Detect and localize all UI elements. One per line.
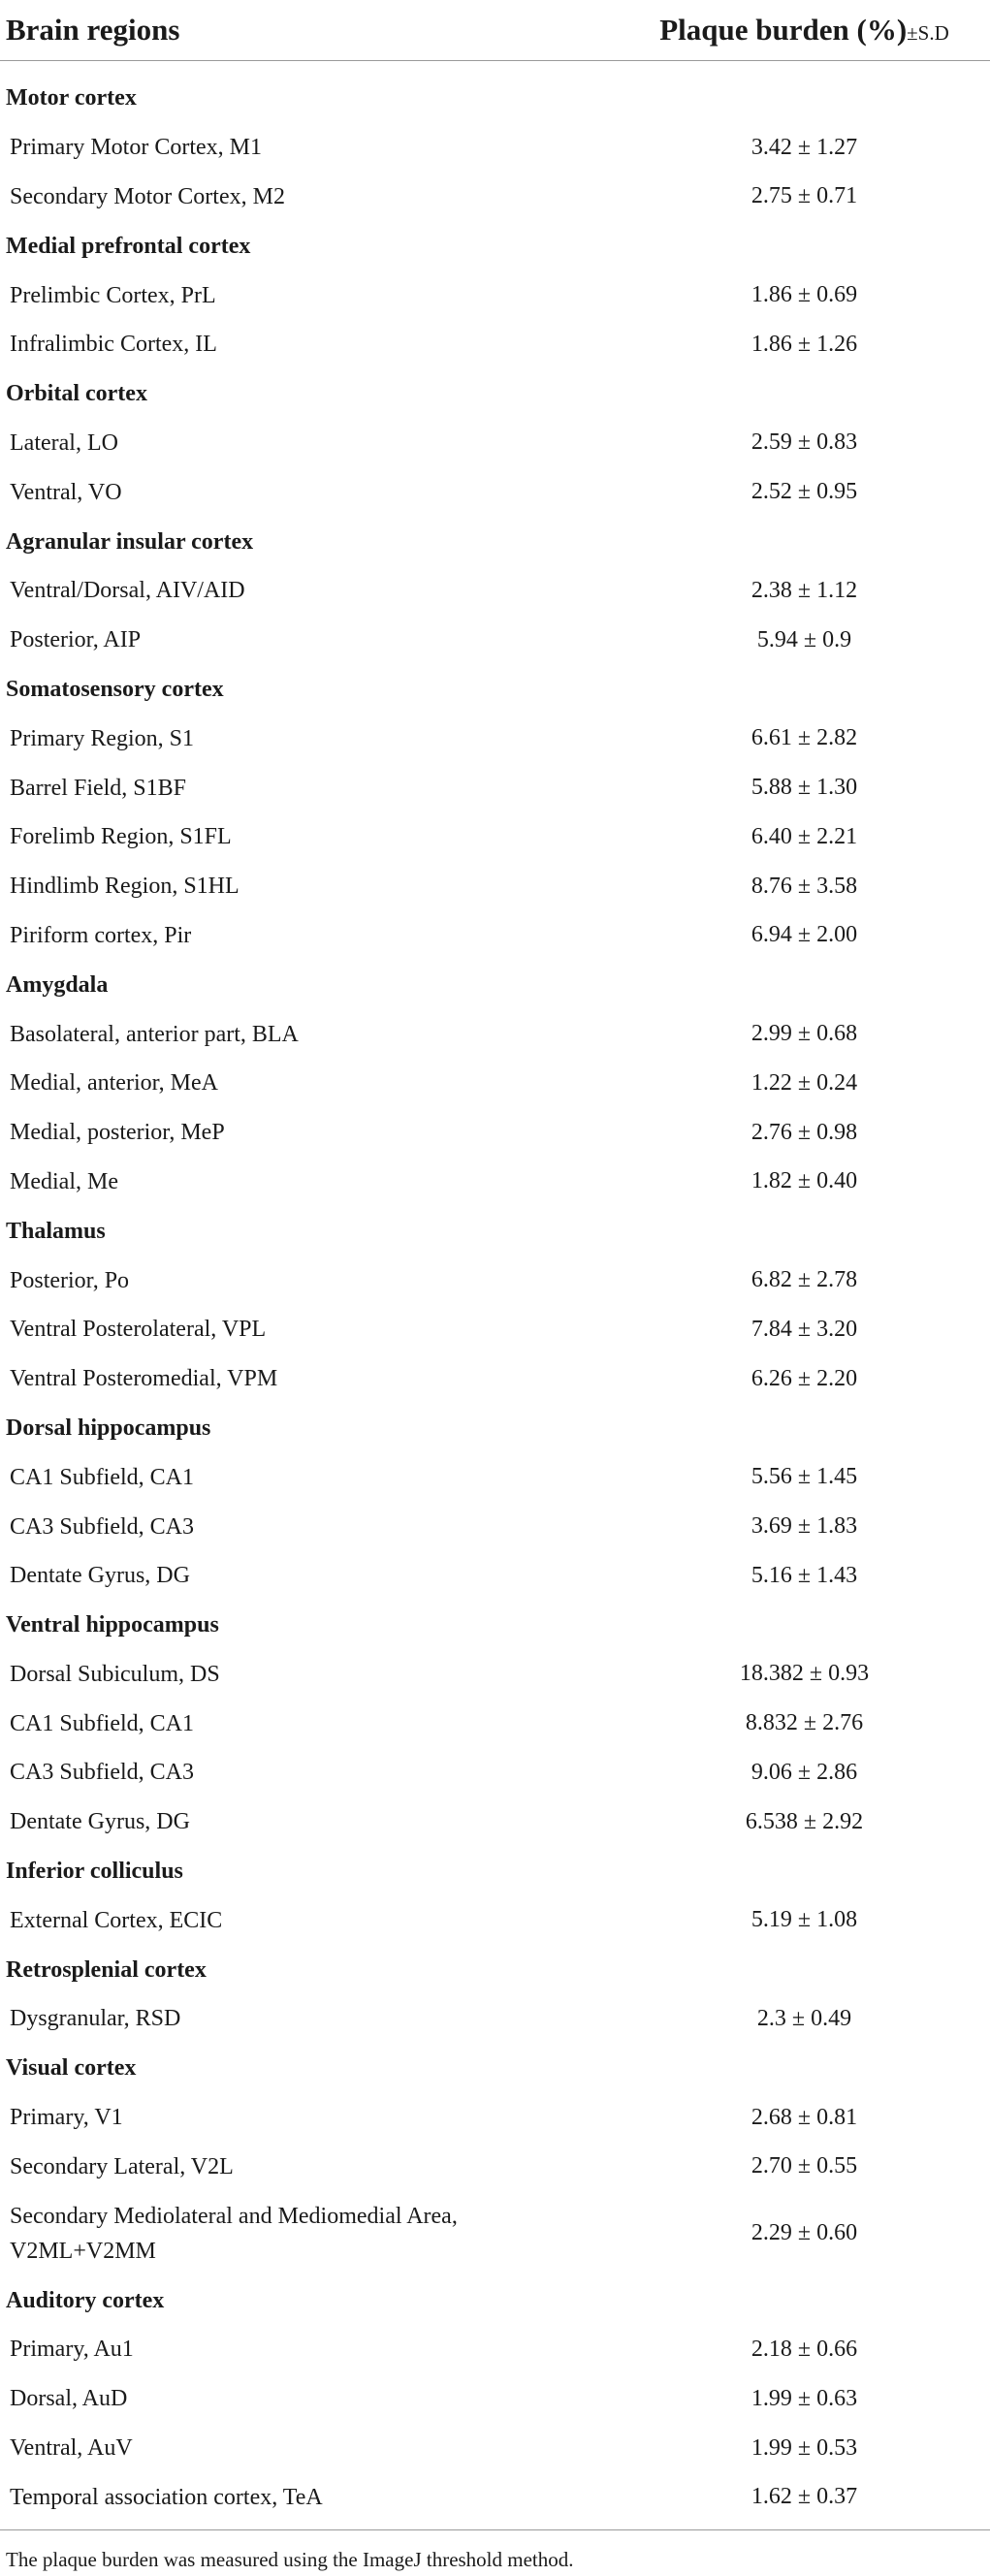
group-label: Orbital cortex [6,381,147,407]
group-header-row [0,1847,990,1896]
table-row [0,2472,990,2522]
plaque-burden-value: 6.26 ± 2.20 [750,1365,858,1391]
group-label: Inferior colliculus [6,1859,183,1885]
region-label: Dorsal Subiculum, DS [10,1661,220,1687]
region-label: Prelimbic Cortex, PrL [10,282,216,308]
plaque-burden-value: 1.99 ± 0.63 [750,2385,858,2411]
table-row [0,1158,990,1207]
group-header-row [0,960,990,1009]
group-label: Somatosensory cortex [6,676,224,702]
region-label: Forelimb Region, S1FL [10,824,232,850]
table-row [0,911,990,961]
table-row [0,1009,990,1059]
plaque-burden-value: 5.19 ± 1.08 [750,1907,858,1933]
group-header-row [0,369,990,419]
table-row [0,1895,990,1945]
header-plaque-burden [619,13,990,48]
table-row [0,320,990,369]
table-row [0,1748,990,1797]
region-label: Medial, Me [10,1168,118,1194]
plaque-burden-value: 9.06 ± 2.86 [750,1759,858,1785]
plaque-burden-value: 2.38 ± 1.12 [750,577,858,603]
region-label: Temporal association cortex, TeA [10,2484,323,2510]
region-label: Secondary Lateral, V2L [10,2153,234,2179]
plaque-burden-value: 5.56 ± 1.45 [750,1464,858,1490]
plaque-burden-value: 1.22 ± 0.24 [750,1069,858,1096]
region-label: Hindlimb Region, S1HL [10,874,240,900]
plaque-burden-value: 2.76 ± 0.98 [750,1119,858,1145]
group-header-row [0,1206,990,1256]
group-label: Thalamus [6,1218,106,1244]
table-row [0,2142,990,2191]
table-row [0,1502,990,1551]
region-label: Barrel Field, S1BF [10,775,187,801]
header-sd-suffix: ±S.D [907,21,949,45]
group-label: Auditory cortex [6,2287,165,2313]
plaque-burden-value: 2.59 ± 0.83 [750,429,858,456]
region-label: Primary Region, S1 [10,725,194,751]
plaque-burden-value: 6.40 ± 2.21 [750,823,858,849]
region-label: Primary, Au1 [10,2337,134,2363]
plaque-burden-value: 5.16 ± 1.43 [750,1562,858,1588]
table-row [0,566,990,616]
plaque-burden-value: 2.29 ± 0.60 [750,2220,858,2246]
table-row [0,1354,990,1404]
table-row [0,2374,990,2424]
region-label: Secondary Motor Cortex, M2 [10,183,285,209]
table-row [0,763,990,812]
region-label: Dentate Gyrus, DG [10,1563,190,1589]
table-row [0,812,990,862]
group-label: Motor cortex [6,85,137,111]
region-label: Medial, anterior, MeA [10,1070,218,1097]
plaque-burden-value: 7.84 ± 3.20 [750,1316,858,1342]
plaque-burden-value: 2.18 ± 0.66 [750,2336,858,2362]
table-row [0,616,990,665]
table-footnote: The plaque burden was measured using the ImageJ threshold method. [6,2548,574,2572]
table-row [0,123,990,173]
plaque-burden-value: 2.99 ± 0.68 [750,1021,858,1047]
region-label: CA3 Subfield, CA3 [10,1513,195,1540]
header-brain-regions: Brain regions [6,13,180,47]
group-header-row [0,2044,990,2093]
region-label: CA3 Subfield, CA3 [10,1760,195,1786]
plaque-burden-value: 1.86 ± 1.26 [750,331,858,357]
table-row [0,467,990,517]
region-label: Ventral, AuV [10,2435,133,2462]
table-row [0,2424,990,2473]
plaque-burden-value: 1.86 ± 0.69 [750,282,858,308]
plaque-burden-value: 3.69 ± 1.83 [750,1513,858,1539]
table-row [0,714,990,763]
region-label: Medial, posterior, MeP [10,1120,225,1146]
group-label: Medial prefrontal cortex [6,233,251,259]
group-header-row [0,1601,990,1650]
table-body [0,61,990,2522]
region-label: Posterior, Po [10,1267,130,1293]
table-row [0,1699,990,1748]
region-label: Dysgranular, RSD [10,2006,181,2032]
group-header-row [0,2275,990,2325]
region-label: Ventral, VO [10,479,122,505]
plaque-burden-value: 2.68 ± 0.81 [750,2104,858,2130]
region-label: Primary, V1 [10,2105,123,2131]
table-row [0,1994,990,2044]
region-label: Primary Motor Cortex, M1 [10,135,262,161]
group-header-row [0,74,990,123]
plaque-burden-value: 6.538 ± 2.92 [745,1808,864,1834]
table-row [0,862,990,911]
table-row [0,1452,990,1502]
region-label: External Cortex, ECIC [10,1907,223,1933]
group-header-row [0,517,990,566]
plaque-burden-value: 18.382 ± 0.93 [739,1661,870,1687]
group-label: Agranular insular cortex [6,528,254,555]
group-header-row [0,665,990,715]
group-label: Visual cortex [6,2055,137,2082]
table-row [0,1256,990,1305]
group-header-row [0,1404,990,1453]
group-label: Retrosplenial cortex [6,1956,207,1983]
region-label: Dentate Gyrus, DG [10,1809,190,1835]
region-label: Basolateral, anterior part, BLA [10,1021,299,1047]
table-header [0,0,990,61]
group-label: Amygdala [6,971,109,998]
table-row [0,2093,990,2143]
table-row [0,1650,990,1700]
region-label: Dorsal, AuD [10,2386,128,2412]
region-label: Secondary Mediolateral and Mediomedial Area, V2ML+V2MM [10,2203,458,2264]
plaque-burden-value: 5.88 ± 1.30 [750,775,858,801]
region-label: Infralimbic Cortex, IL [10,332,217,358]
header-plaque-burden-label: Plaque burden (%) [659,13,908,47]
plaque-burden-value: 2.52 ± 0.95 [750,479,858,505]
group-label: Dorsal hippocampus [6,1415,211,1441]
plaque-burden-value: 2.3 ± 0.49 [756,2005,852,2031]
group-label: Ventral hippocampus [6,1612,219,1638]
plaque-burden-value: 6.94 ± 2.00 [750,922,858,948]
table-row [0,1059,990,1108]
plaque-burden-value: 8.76 ± 3.58 [750,873,858,899]
group-header-row [0,221,990,270]
region-label: CA1 Subfield, CA1 [10,1710,195,1736]
table-row [0,173,990,222]
plaque-burden-value: 1.99 ± 0.53 [750,2434,858,2461]
table-row [0,1305,990,1354]
table-row [0,270,990,320]
table-row [0,419,990,468]
table-row [0,2325,990,2374]
plaque-burden-value: 5.94 ± 0.9 [756,626,852,652]
plaque-burden-value: 2.75 ± 0.71 [750,183,858,209]
region-label: Ventral/Dorsal, AIV/AID [10,578,245,604]
plaque-burden-value: 1.82 ± 0.40 [750,1168,858,1194]
table-row [0,1797,990,1847]
table-row [0,1551,990,1601]
region-label: Lateral, LO [10,429,118,456]
region-label: Ventral Posteromedial, VPM [10,1366,278,1392]
plaque-burden-value: 3.42 ± 1.27 [750,134,858,160]
plaque-burden-value: 8.832 ± 2.76 [745,1710,864,1736]
table-row [0,2191,990,2275]
group-header-row [0,1945,990,1994]
table-row [0,1108,990,1158]
plaque-burden-value: 6.82 ± 2.78 [750,1267,858,1293]
region-label: CA1 Subfield, CA1 [10,1464,195,1490]
region-label: Posterior, AIP [10,627,142,653]
plaque-burden-value: 2.70 ± 0.55 [750,2153,858,2179]
plaque-burden-value: 1.62 ± 0.37 [750,2484,858,2510]
region-label: Piriform cortex, Pir [10,922,192,948]
plaque-burden-value: 6.61 ± 2.82 [750,725,858,751]
region-label: Ventral Posterolateral, VPL [10,1317,267,1343]
